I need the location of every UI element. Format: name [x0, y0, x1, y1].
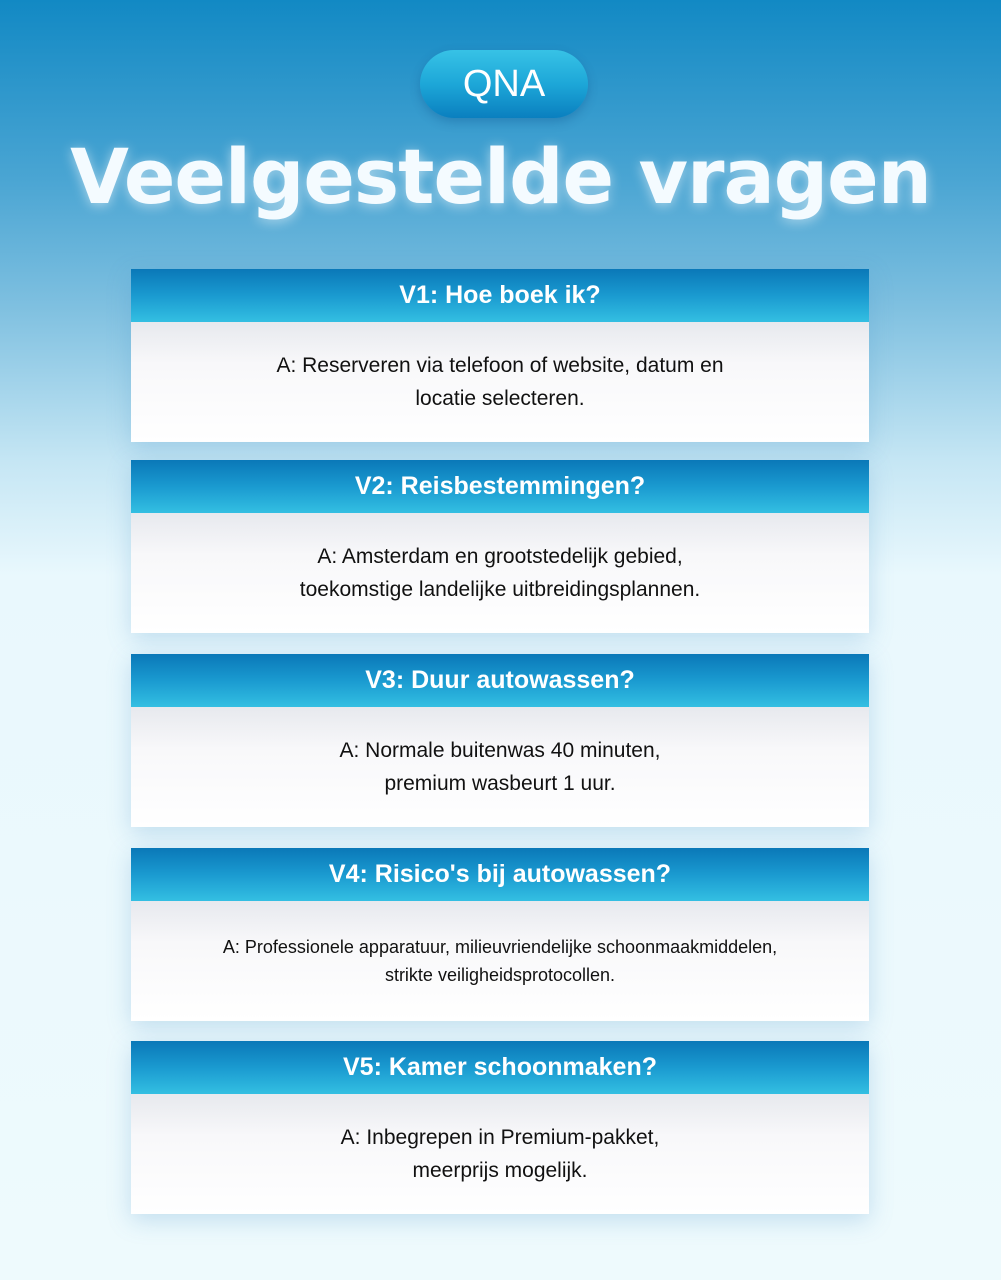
answer-line: A: Amsterdam en grootstedelijk gebied, — [317, 545, 683, 568]
faq-answer — [131, 901, 869, 1021]
faq-question: V5: Kamer schoonmaken? — [131, 1041, 869, 1094]
answer-line: A: Reserveren via telefoon of website, datum en — [276, 354, 724, 377]
answer-line: meerprijs mogelijk. — [412, 1159, 588, 1182]
faq-answer — [131, 513, 869, 633]
faq-answer — [131, 1094, 869, 1214]
faq-answer — [131, 322, 869, 442]
answer-line: locatie selecteren. — [415, 387, 585, 410]
faq-question: V2: Reisbestemmingen? — [131, 460, 869, 513]
faq-item-5 — [131, 1041, 869, 1214]
qna-badge: QNA — [420, 50, 588, 118]
answer-line: toekomstige landelijke uitbreidingsplannen. — [299, 578, 701, 601]
faq-question: V3: Duur autowassen? — [131, 654, 869, 707]
faq-item-4 — [131, 848, 869, 1021]
answer-line: A: Normale buitenwas 40 minuten, — [339, 739, 661, 762]
faq-item-3 — [131, 654, 869, 827]
answer-line: strikte veiligheidsprotocollen. — [384, 965, 616, 985]
faq-question: V1: Hoe boek ik? — [131, 269, 869, 322]
faq-item-2 — [131, 460, 869, 633]
answer-line: premium wasbeurt 1 uur. — [384, 772, 616, 795]
faq-item-1 — [131, 269, 869, 442]
page-title: Veelgestelde vragen — [70, 132, 931, 221]
faq-question: V4: Risico's bij autowassen? — [131, 848, 869, 901]
answer-line: A: Inbegrepen in Premium-pakket, — [340, 1126, 660, 1149]
faq-answer — [131, 707, 869, 827]
answer-line: A: Professionele apparatuur, milieuvriendelijke schoonmaakmiddelen, — [222, 937, 778, 957]
